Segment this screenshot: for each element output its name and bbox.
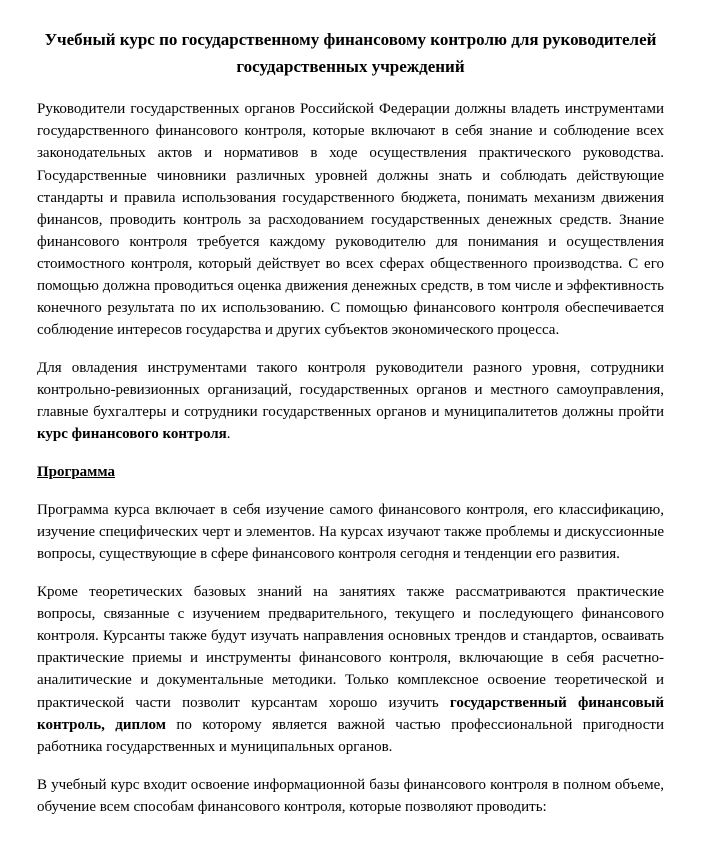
paragraph-intro	[37, 98, 664, 341]
paragraph-course-includes-text: В учебный курс входит освоение информационной базы финансового контроля в полном объеме, обучение всем способам финансового контроля, которые позволяют проводить:	[37, 776, 664, 815]
paragraph-audience-period: .	[226, 426, 231, 443]
paragraph-audience-text: Для овладения инструментами такого контроля руководители разного уровня, сотрудники контрольно-ревизионных организаций, государственных органов и местного самоуправления, главные бухгалтеры и сотрудники государственных органов и муниципалитетов должны пройти	[37, 359, 664, 420]
bold-state-financial-control-diploma: государственный финансовый контроль, диплом	[37, 694, 664, 733]
bold-course-name: курс финансового контроля	[37, 426, 227, 443]
paragraph-practical-training	[37, 581, 664, 757]
paragraph-course-includes	[37, 774, 664, 818]
paragraph-program-overview-text: Программа курса включает в себя изучение самого финансового контроля, его классификацию, изучение специфических черт и элементов. На курсах изучают также проблемы и дискуссионные вопросы, существующие в сфере финансового контроля сегодня и тенденции его развития.	[37, 502, 664, 563]
paragraph-practical-text-start: Кроме теоретических базовых знаний на занятиях также рассматриваются практические вопросы, связанные с изучением предварительного, текущего и последующего финансового контроля. Курсанты также будут изучать направления основных трендов и стандартов, осваивать практические приемы и инструменты финансового контроля, включающие в себя расчетно-аналитические и документальные методики. Только комплексное освоение теоретической и практической части позволит курсантам хорошо изучить	[37, 584, 664, 711]
paragraph-intro-text: Руководители государственных органов Российской Федерации должны владеть инструментами государственного финансового контроля, которые включают в себя знание и соблюдение всех законодательных актов и нормативов в ходе осуществления практического руководства. Государственные чиновники различных уровней должны знать и соблюдать действующие стандарты и правила использования государственного бюджета, понимать механизм движения финансов, проводить контроль за расходованием государственных денежных средств. Знание финансового контроля требуется каждому руководителю для понимания и осуществления стоимостного контроля, который действует во всех сферах общественного производства. С его помощью должна проводиться оценка движения денежных средств, в том числе и эффективность конечного результата по их использованию. С помощью финансового контроля обеспечивается соблюдение интересов государства и других субъектов экономического процесса.	[37, 101, 664, 338]
paragraph-audience	[37, 357, 664, 445]
paragraph-practical-text-end: по которому является важной частью профессиональной пригодности работника государственных и муниципальных органов.	[37, 716, 664, 755]
paragraph-program-overview	[37, 499, 664, 565]
section-heading-program: Программа	[37, 464, 115, 481]
document-title: Учебный курс по государственному финансовому контролю для руководителей государственных учреждений	[44, 30, 657, 77]
